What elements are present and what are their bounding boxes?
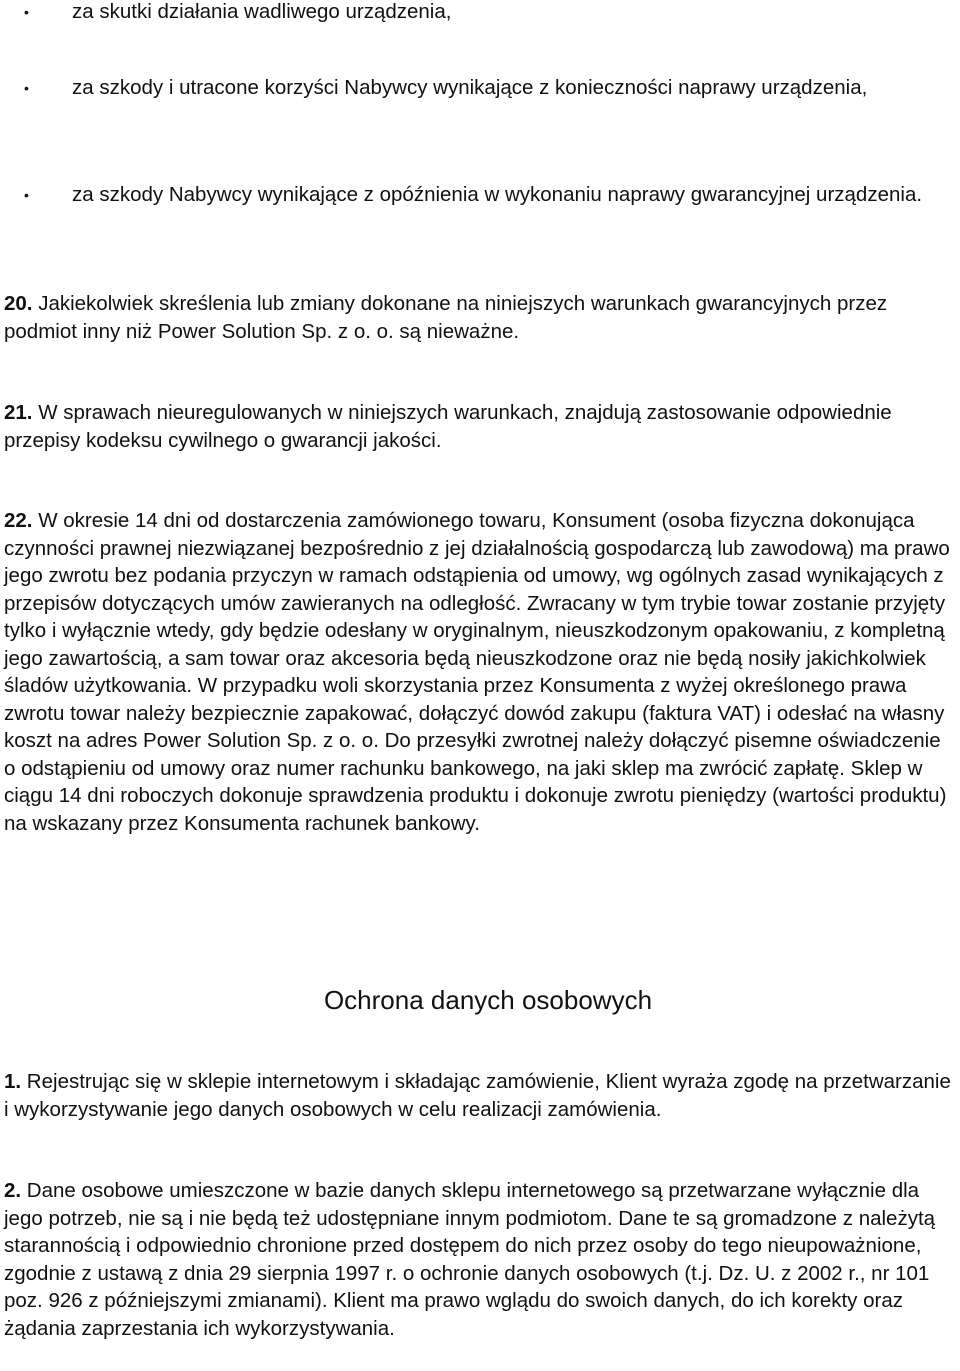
privacy-item-1 [4, 1068, 956, 1123]
item-text: Rejestrując się w sklepie internetowym i składając zamówienie, Klient wyraża zgodę na przetwarzanie i wykorzystywanie jego danych osobowych w celu realizacji zamówienia. [4, 1070, 951, 1121]
clause-text: Jakiekolwiek skreślenia lub zmiany dokonane na niniejszych warunkach gwarancyjnych przez podmiot inny niż Power Solution Sp. z o. o. są nieważne. [4, 292, 888, 343]
clause-21 [4, 399, 956, 454]
item-number: 2. [4, 1179, 22, 1202]
clause-22 [4, 507, 956, 837]
bullet-item [0, 0, 958, 26]
bullet-item [0, 74, 958, 102]
bullet-dot: • [24, 80, 29, 96]
bullet-text: za skutki działania wadliwego urządzenia, [72, 0, 452, 23]
clause-text: W sprawach nieuregulowanych w niniejszych warunkach, znajdują zastosowanie odpowiednie przepisy kodeksu cywilnego o gwarancji jakości. [4, 401, 892, 452]
clause-text: W okresie 14 dni od dostarczenia zamówionego towaru, Konsument (osoba fizyczna dokonująca czynności prawnej niezwiązanej bezpośrednio z jej działalnością gospodarczą lub zawodową) ma prawo jego zwrotu bez podania przyczyn w ramach odstąpienia od umowy, wg ogólnych zasad wynikających z przepisów dotyczących umów zawieranych na odległość. Zwracany w tym trybie towar zostanie przyjęty tylko i wyłącznie wtedy, gdy będzie odesłany w oryginalnym, nieuszkodzonym opakowaniu, z kompletną jego zawartością, a sam towar oraz akcesoria będą nieuszkodzone oraz nie będą nosiły jakichkolwiek śladów użytkowania. W przypadku woli skorzystania przez Konsumenta z wyżej określonego prawa zwrotu towar należy bezpiecznie zapakować, dołączyć dowód zakupu (faktura VAT) i odesłać na własny koszt na adres Power Solution Sp. z o. o. Do przesyłki zwrotnej należy dołączyć pisemne oświadczenie o odstąpieniu od umowy oraz numer rachunku bankowego, na jaki sklep ma zwrócić zapłatę. Sklep w ciągu 14 dni roboczych dokonuje sprawdzenia produktu i dokonuje zwrotu pieniędzy (wartości produktu) na wskazany przez Konsumenta rachunek bankowy. [4, 509, 950, 835]
bullet-text: za szkody i utracone korzyści Nabywcy wynikające z konieczności naprawy urządzenia, [72, 76, 868, 99]
item-number: 1. [4, 1070, 22, 1093]
clause-number: 21. [4, 401, 33, 424]
bullet-text: za szkody Nabywcy wynikające z opóźnienia w wykonaniu naprawy gwarancyjnej urządzenia. [72, 183, 923, 206]
bullet-item [0, 181, 958, 209]
item-text: Dane osobowe umieszczone w bazie danych sklepu internetowego są przetwarzane wyłącznie dla jego potrzeb, nie są i nie będą też udostępniane innym podmiotom. Dane te są gromadzone z należytą starannością i odpowiednio chronione przed dostępem do nich przez osoby do tego nieupoważnione, zgodnie z ustawą z dnia 29 sierpnia 1997 r. o ochronie danych osobowych (t.j. Dz. U. z 2002 r., nr 101 poz. 926 z późniejszymi zmianami). Klient ma prawo wglądu do swoich danych, do ich korekty oraz żądania zaprzestania ich wykorzystywania. [4, 1179, 936, 1340]
clause-number: 22. [4, 509, 33, 532]
privacy-item-2 [4, 1177, 956, 1342]
clause-20 [4, 290, 956, 345]
bullet-dot: • [24, 187, 29, 203]
clause-number: 20. [4, 292, 33, 315]
section-heading: Ochrona danych osobowych [323, 985, 653, 1015]
bullet-dot: • [24, 4, 29, 20]
